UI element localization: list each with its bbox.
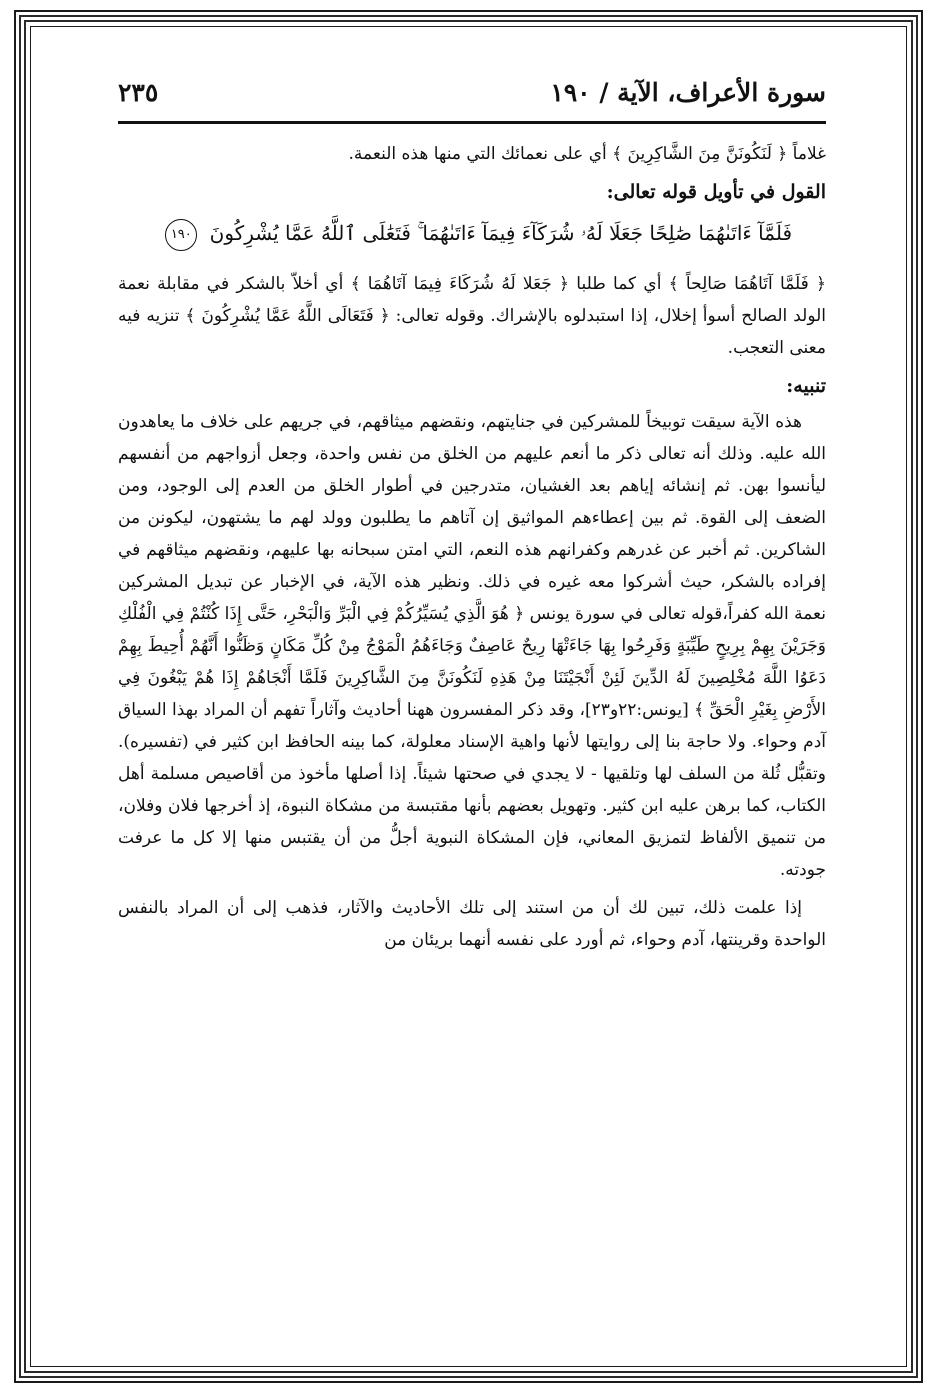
verse-number-badge: ١٩٠ [165,219,197,251]
quran-verse [118,212,826,254]
paragraph-2: ﴿ فَلَمَّا آتَاهُمَا صَالِحاً ﴾ أي كما طلبا ﴿ جَعَلا لَهُ شُرَكَاءَ فِيمَا آتَاهُمَا ﴾ أي أخلاّ بالشكر في مقابلة نعمة الولد الصالح أسوأ إخلال، إذا استبدلوه بالإشراك. وقوله تعالى: ﴿ فَتَعَالَى اللَّهُ عَمَّا يُشْرِكُونَ ﴾ تنزيه فيه معنى التعجب. [118,274,827,358]
paragraph-1: غلاماً ﴿ لَنَكُونَنَّ مِنَ الشَّاكِرِينَ ﴾ أي على نعمائك التي منها هذه النعمة. [348,144,826,164]
surah-title: سورة الأعراف، الآية / ١٩٠ [550,78,826,107]
paragraph-4: إذا علمت ذلك، تبين لك أن من استند إلى تلك الأحاديث والآثار، فذهب إلى أن المراد بالنفس الواحدة وقرينتها، آدم وحواء، ثم أورد على نفسه أنهما بريئان من [118,898,826,950]
page-header [118,76,826,122]
heading-note: تنبيه: [786,375,826,397]
page-number: ٢٣٥ [118,78,159,107]
heading-interpretation: القول في تأويل قوله تعالى: [606,181,826,203]
page-body [118,138,826,962]
paragraph-3: هذه الآية سيقت توبيخاً للمشركين في جنايتهم، ونقضهم ميثاقهم، في جريهم على خلاف ما يعاهدون الله عليه. وذلك أنه تعالى ذكر ما أنعم عليهم من الخلق من نفس واحدة، وجعل أزواجهم من أنفسهم ليأنسوا بهن. ثم إنشائه إياهم بعد الغشيان، متدرجين في أطوار الخلق من العدم إلى الوجود، ومن الضعف إلى القوة. ثم بين إعطاءهم المواثيق إن آتاهم ما يطلبون وولد لهم ما يشتهون، ليكونن من الشاكرين. ثم أخبر عن غدرهم وكفرانهم هذه النعم، التي امتن سبحانه بها عليهم، ونقضهم ميثاقهم في إفراده بالشكر، حيث أشركوا معه غيره في ذلك. ونظير هذه الآية، في الإخبار عن تبديل المشركين نعمة الله كفراً،قوله تعالى في سورة يونس ﴿ هُوَ الَّذِي يُسَيِّرُكُمْ فِي الْبَرِّ وَالْبَحْرِ، حَتَّى إِذَا كُنْتُمْ فِي الْفُلْكِ وَجَرَيْنَ بِهِمْ بِرِيحٍ طَيِّبَةٍ وَفَرِحُوا بِهَا جَاءَتْهَا رِيحٌ عَاصِفٌ وَجَاءَهُمُ الْمَوْجُ مِنْ كُلِّ مَكَانٍ وَظَنُّوا أَنَّهُمْ أُحِيطَ بِهِمْ دَعَوُا اللَّهَ مُخْلِصِينَ لَهُ الدِّينَ لَئِنْ أَنْجَيْتَنَا مِنْ هَذِهِ لَنَكُونَنَّ مِنَ الشَّاكِرِينَ فَلَمَّا أَنْجَاهُمْ إِذَا هُمْ يَبْغُونَ فِي الأَرْضِ بِغَيْرِ الْحَقِّ ﴾ [يونس:٢٢و٢٣]، وقد ذكر المفسرون ههنا أحاديث وآثاراً تفهم أن المراد بهذا السياق آدم وحواء. ولا حاجة بنا إلى روايتها لأنها واهية الإسناد معلولة، كما بينه الحافظ ابن كثير في (تفسيره). وتقبُّل ثُلة من السلف لها وتلقيها - لا يجدي في صحتها شيئاً. إذا أصلها مأخوذ من أقاصيص مسلمة أهل الكتاب، كما برهن عليه ابن كثير. وتهويل بعضهم بأنها مقتبسة من مشكاة النبوة، إذ أخرجها فلان وفلان، من تنميق الألفاظ لتمزيق المعاني، فإن المشكاة النبوية أجلُّ من أن يقتبس منها إلا كل ما عرفت جودته. [118,412,826,880]
header-rule [118,121,826,124]
verse-text: فَلَمَّآ ءَاتَىٰهُمَا صَٰلِحًا جَعَلَا لَهُۥ شُرَكَآءَ فِيمَآ ءَاتَىٰهُمَا ۚ فَتَعَٰلَى ٱللَّهُ عَمَّا يُشْرِكُونَ [209,221,792,245]
